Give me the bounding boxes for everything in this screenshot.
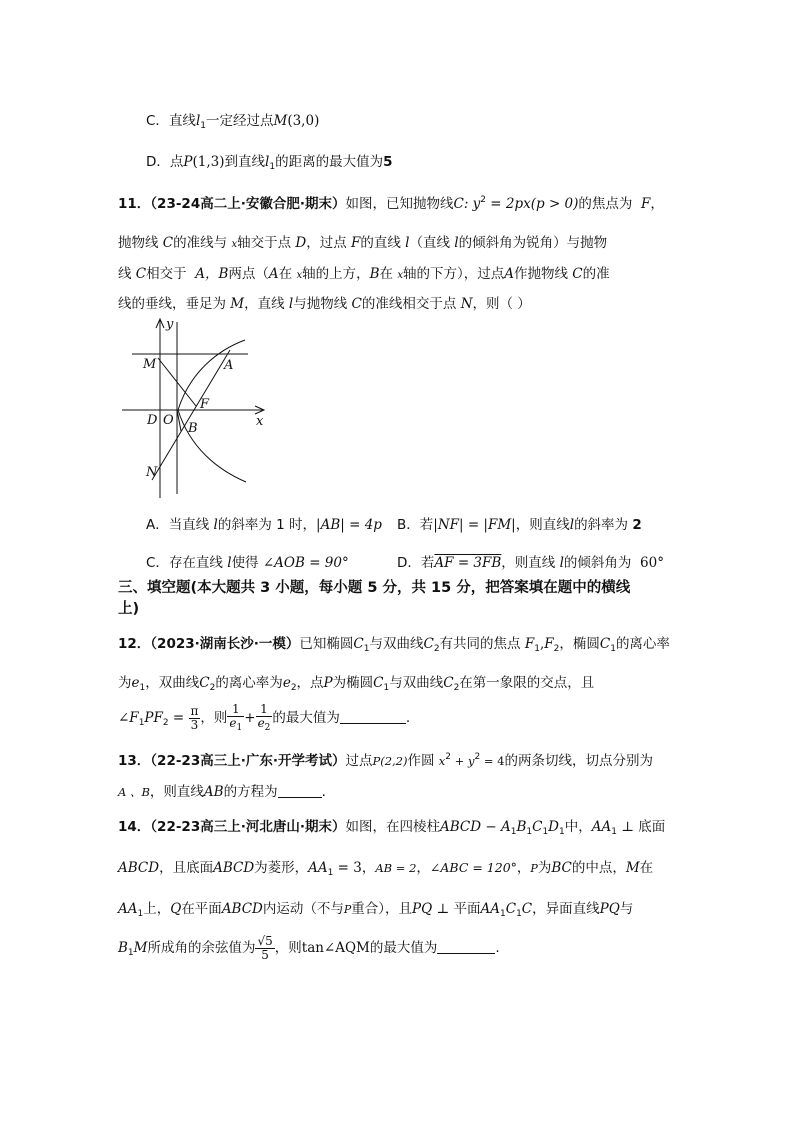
q11-option-b: B．若|NF| = |FM|，则直线l的斜率为 2 xyxy=(397,517,642,533)
q14-line-3: $AA_1$上，Q在平面ABCD内运动（不与P重合），且PQ ⊥ 平面$AA_1C_1C$，异面直线PQ与 xyxy=(118,901,634,919)
label-F: F xyxy=(200,397,210,412)
q10-option-c: C．直线$l_1$一定经过点M(3,0) xyxy=(146,113,320,131)
q14-line-2: ABCD，且底面ABCD为菱形，$AA_1 = 3$，AB = 2，∠ABC = 120°，P为BC的中点，M在 xyxy=(118,860,654,878)
label-D: D xyxy=(147,413,158,428)
q14-sqrt5-over-5: $\frac{√5}{5}$ xyxy=(257,934,273,962)
q10-option-d: D．点P(1,3)到直线$l_1$的距离的最大值为5 xyxy=(146,154,393,172)
q11-parabola-figure xyxy=(118,316,268,500)
parabola-curve xyxy=(178,340,246,482)
q11-line-2: 抛物线 C的准线与 x轴交于点 D，过点 F的直线 l（直线 l的倾斜角为锐角）与抛物 xyxy=(118,235,608,251)
q12-line-2: 为$e_1$，双曲线$C_2$的离心率为$e_2$，点P为椭圆$C_1$与双曲线$C_2$在第一象限的交点，且 xyxy=(118,675,595,693)
q11-option-d: D．若AF = 3FB，则直线 l的倾斜角为 60° xyxy=(397,555,664,571)
label-B: B xyxy=(188,421,198,436)
label-y: y xyxy=(166,317,174,332)
q11-line-4: 线的垂线，垂足为 M，直线 l与抛物线 C的准线相交于点 N，则（ ） xyxy=(118,296,531,312)
q11-line-1: 11．（23-24高二上·安徽合肥·期末）如图，已知抛物线C: $y^2 = 2px(p > 0)$的焦点为 F， xyxy=(118,195,664,212)
q14-line-4: $B_1M$所成角的余弦值为 $\frac{√5}{5}$ ，则tan∠AQM的最大值为 . xyxy=(118,934,500,962)
q13-line-1: 13．（22-23高三上·广东·开学考试）过点P(2,2)作圆 $x^2 + y^2 = 4$的两条切线，切点分别为 xyxy=(118,752,653,769)
label-O: O xyxy=(163,413,174,428)
q11-option-c: C．存在直线 l使得 ∠AOB = 90° xyxy=(146,555,349,571)
q12-frac-1-e1: $\frac{1}{e_1}$ xyxy=(229,702,243,733)
label-x: x xyxy=(256,414,264,429)
q13-line-2: A 、B，则直线AB的方程为 . xyxy=(118,784,326,800)
q14-line-1: 14．（22-23高三上·河北唐山·期末）如图，在四棱柱ABCD − $A_1B_1C_1D_1$中，$AA_1$ ⊥ 底面 xyxy=(118,819,666,837)
q13-answer-blank[interactable] xyxy=(278,785,322,798)
q12-line-3: $\angle F_1PF_2$ = $\frac{\pi}{3}$ ，则 $\frac{1}{e_1}$ + $\frac{1}{e_2}$ 的最大值为 . xyxy=(118,702,411,733)
q12-frac-1-e2: $\frac{1}{e_2}$ xyxy=(257,702,271,733)
q12-pi-over-3: $\frac{\pi}{3}$ xyxy=(190,703,199,732)
q12-line-1: 12．（2023·湖南长沙·一模）已知椭圆$C_1$与双曲线$C_2$有共同的焦点 $F_1,F_2$，椭圆$C_1$的离心率 xyxy=(118,636,670,654)
q12-answer-blank[interactable] xyxy=(340,711,406,724)
label-N: N xyxy=(146,465,158,480)
q14-answer-blank[interactable] xyxy=(437,941,495,954)
q11-line-3: 线 C相交于 A，B两点（A在 x轴的上方，B在 x轴的下方），过点A作抛物线 C的准 xyxy=(118,266,610,282)
label-M: M xyxy=(143,357,157,372)
label-A: A xyxy=(224,358,234,373)
section-3-title-cont: 上) xyxy=(118,601,140,617)
section-3-title: 三、填空题(本大题共 3 小题，每小题 5 分，共 15 分，把答案填在题中的横线 xyxy=(118,580,631,596)
q11-option-a: A．当直线 l的斜率为 1 时，|AB| = 4p xyxy=(146,517,382,533)
